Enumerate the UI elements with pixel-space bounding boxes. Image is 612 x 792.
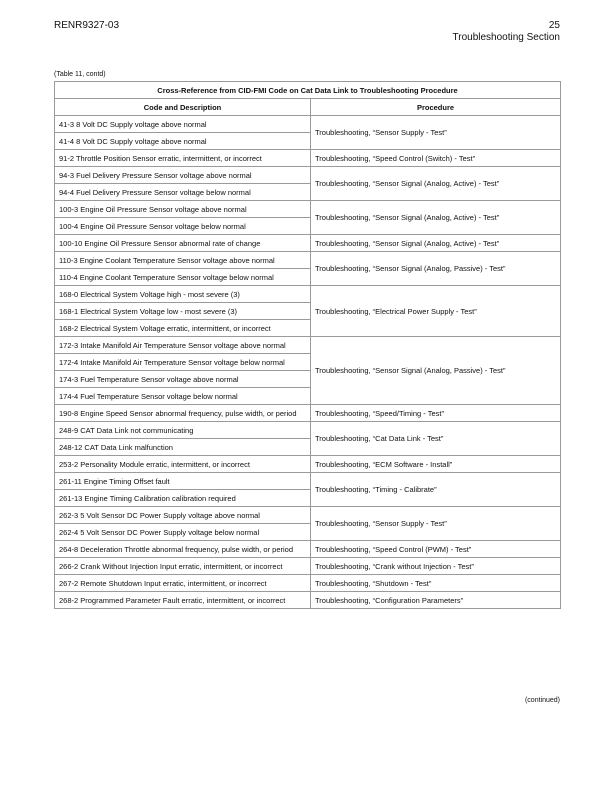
table-row	[55, 337, 561, 354]
table-title: Cross-Reference from CID-FMI Code on Cat Data Link to Troubleshooting Procedure	[55, 82, 561, 99]
procedure: Troubleshooting, “Sensor Signal (Analog, Active) - Test”	[311, 167, 561, 201]
procedure: Troubleshooting, “Speed Control (PWM) - Test”	[311, 541, 561, 558]
code-description: 172-4 Intake Manifold Air Temperature Sensor voltage below normal	[55, 354, 311, 371]
procedure: Troubleshooting, “Sensor Supply - Test”	[311, 116, 561, 150]
code-description: 94-3 Fuel Delivery Pressure Sensor voltage above normal	[55, 167, 311, 184]
code-description: 172-3 Intake Manifold Air Temperature Sensor voltage above normal	[55, 337, 311, 354]
code-description: 253-2 Personality Module erratic, intermittent, or incorrect	[55, 456, 311, 473]
table-row	[55, 456, 561, 473]
code-description: 268-2 Programmed Parameter Fault erratic, intermittent, or incorrect	[55, 592, 311, 609]
table-row	[55, 201, 561, 218]
procedure: Troubleshooting, “Sensor Signal (Analog, Active) - Test”	[311, 235, 561, 252]
procedure: Troubleshooting, “Electrical Power Supply - Test”	[311, 286, 561, 337]
code-description: 266-2 Crank Without Injection Input erratic, intermittent, or incorrect	[55, 558, 311, 575]
table-row	[55, 422, 561, 439]
code-description: 110-3 Engine Coolant Temperature Sensor voltage above normal	[55, 252, 311, 269]
code-description: 100-3 Engine Oil Pressure Sensor voltage above normal	[55, 201, 311, 218]
procedure: Troubleshooting, “Configuration Parameters”	[311, 592, 561, 609]
code-description: 261-13 Engine Timing Calibration calibration required	[55, 490, 311, 507]
procedure: Troubleshooting, “Sensor Signal (Analog, Passive) - Test”	[311, 252, 561, 286]
page-header	[453, 20, 560, 44]
code-description: 267-2 Remote Shutdown Input erratic, intermittent, or incorrect	[55, 575, 311, 592]
table-row	[55, 252, 561, 269]
table-row	[55, 575, 561, 592]
code-description: 262-4 5 Volt Sensor DC Power Supply voltage below normal	[55, 524, 311, 541]
column-header-code: Code and Description	[55, 99, 311, 116]
table-row	[55, 473, 561, 490]
table-row	[55, 592, 561, 609]
procedure: Troubleshooting, “Sensor Signal (Analog, Active) - Test”	[311, 201, 561, 235]
code-description: 91-2 Throttle Position Sensor erratic, intermittent, or incorrect	[55, 150, 311, 167]
procedure: Troubleshooting, “Speed/Timing - Test”	[311, 405, 561, 422]
code-description: 168-2 Electrical System Voltage erratic, intermittent, or incorrect	[55, 320, 311, 337]
table-row	[55, 541, 561, 558]
procedure: Troubleshooting, “Shutdown - Test”	[311, 575, 561, 592]
code-description: 100-10 Engine Oil Pressure Sensor abnormal rate of change	[55, 235, 311, 252]
table-row	[55, 507, 561, 524]
code-description: 110-4 Engine Coolant Temperature Sensor voltage below normal	[55, 269, 311, 286]
code-description: 190-8 Engine Speed Sensor abnormal frequency, pulse width, or period	[55, 405, 311, 422]
cross-reference-table	[54, 81, 561, 609]
code-description: 94-4 Fuel Delivery Pressure Sensor voltage below normal	[55, 184, 311, 201]
procedure: Troubleshooting, “Timing - Calibrate”	[311, 473, 561, 507]
table-caption: (Table 11, contd)	[54, 71, 106, 78]
code-description: 174-3 Fuel Temperature Sensor voltage above normal	[55, 371, 311, 388]
table-row	[55, 286, 561, 303]
code-description: 262-3 5 Volt Sensor DC Power Supply voltage above normal	[55, 507, 311, 524]
procedure: Troubleshooting, “Crank without Injection - Test”	[311, 558, 561, 575]
code-description: 264-8 Deceleration Throttle abnormal frequency, pulse width, or period	[55, 541, 311, 558]
column-header-procedure: Procedure	[311, 99, 561, 116]
continued-note: (continued)	[524, 697, 560, 704]
code-description: 261-11 Engine Timing Offset fault	[55, 473, 311, 490]
document-id: RENR9327-03	[54, 20, 120, 31]
code-description: 41-3 8 Volt DC Supply voltage above normal	[55, 116, 311, 133]
code-description: 174-4 Fuel Temperature Sensor voltage below normal	[55, 388, 311, 405]
procedure: Troubleshooting, “Sensor Supply - Test”	[311, 507, 561, 541]
code-description: 100-4 Engine Oil Pressure Sensor voltage below normal	[55, 218, 311, 235]
code-description: 168-0 Electrical System Voltage high - most severe (3)	[55, 286, 311, 303]
table-row	[55, 116, 561, 133]
code-description: 248-9 CAT Data Link not communicating	[55, 422, 311, 439]
procedure: Troubleshooting, “Sensor Signal (Analog, Passive) - Test”	[311, 337, 561, 405]
procedure: Troubleshooting, “Cat Data Link - Test”	[311, 422, 561, 456]
section-title: Troubleshooting Section	[452, 32, 560, 43]
table-row	[55, 167, 561, 184]
table-row	[55, 150, 561, 167]
page-number: 25	[548, 20, 560, 31]
procedure: Troubleshooting, “Speed Control (Switch) - Test”	[311, 150, 561, 167]
table-row	[55, 405, 561, 422]
table-row	[55, 235, 561, 252]
procedure: Troubleshooting, “ECM Software - Install”	[311, 456, 561, 473]
code-description: 248-12 CAT Data Link malfunction	[55, 439, 311, 456]
code-description: 168-1 Electrical System Voltage low - most severe (3)	[55, 303, 311, 320]
code-description: 41-4 8 Volt DC Supply voltage above normal	[55, 133, 311, 150]
table-row	[55, 558, 561, 575]
table-body	[55, 116, 561, 609]
